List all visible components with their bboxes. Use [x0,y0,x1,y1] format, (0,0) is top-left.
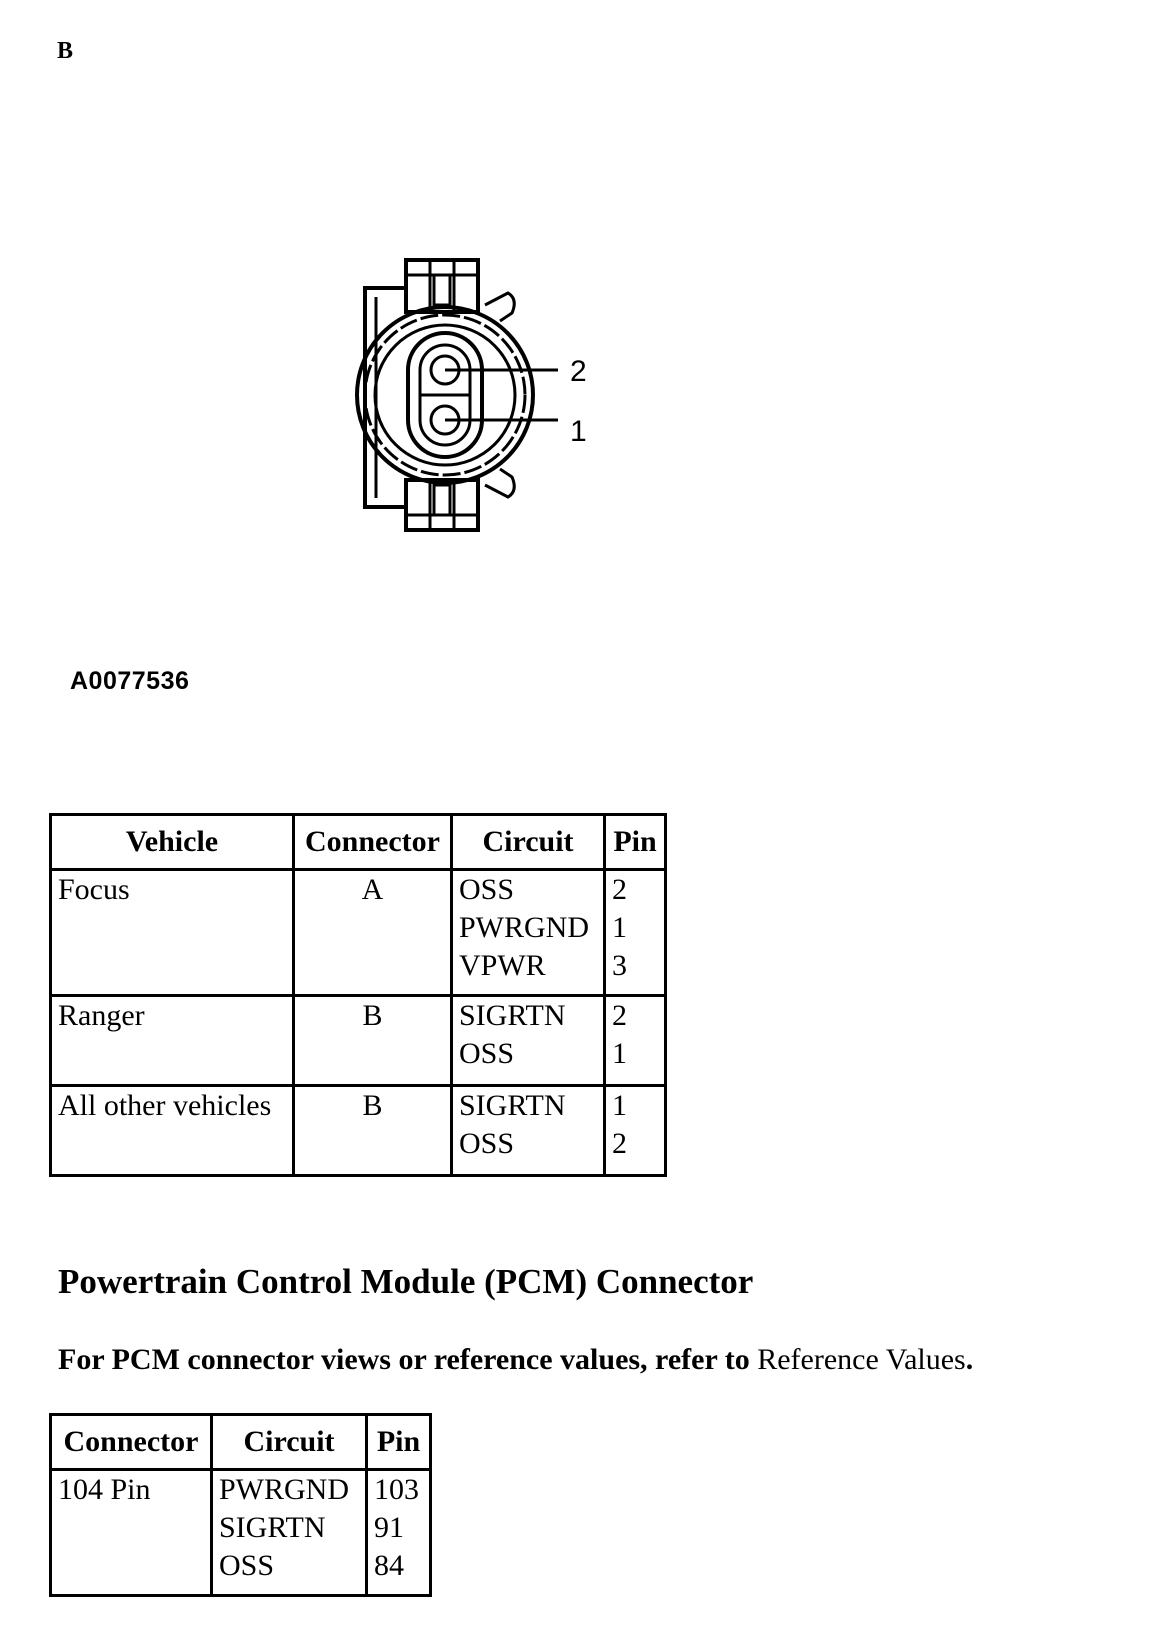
table-row [51,996,666,1086]
section-letter: B [57,38,74,64]
cell-circuits: OSS PWRGND VPWR [452,870,605,996]
cell-connector: B [294,996,452,1086]
cell-vehicle: Ranger [51,996,294,1086]
header-connector: Connector [51,1415,212,1470]
cell-pins: 1 2 [605,1086,666,1176]
header-circuit: Circuit [212,1415,367,1470]
vehicle-connector-table [49,813,667,1177]
pcm-note-text: For PCM connector views or reference values, refer to [58,1343,758,1376]
table-header-row [51,815,666,870]
header-pin: Pin [605,815,666,870]
header-circuit: Circuit [452,815,605,870]
cell-circuits: PWRGND SIGRTN OSS [212,1470,367,1596]
cell-connector: A [294,870,452,996]
cell-circuits: SIGRTN OSS [452,996,605,1086]
table-row [51,1086,666,1176]
table-row [51,870,666,996]
cell-vehicle: All other vehicles [51,1086,294,1176]
reference-values-link[interactable]: Reference Values [757,1343,966,1376]
pcm-note-end: . [965,1343,974,1376]
pcm-heading: Powertrain Control Module (PCM) Connector [58,1262,754,1301]
cell-connector: 104 Pin [51,1470,212,1596]
cell-circuits: SIGRTN OSS [452,1086,605,1176]
pin-label-1: 1 [570,415,587,448]
cell-vehicle: Focus [51,870,294,996]
cell-pins: 2 1 [605,996,666,1086]
header-connector: Connector [294,815,452,870]
cell-connector: B [294,1086,452,1176]
pcm-connector-table [49,1413,432,1597]
cell-pins: 2 1 3 [605,870,666,996]
header-vehicle: Vehicle [51,815,294,870]
table-header-row [51,1415,431,1470]
connector-diagram [340,255,640,565]
pcm-note [58,1343,973,1377]
cell-pins: 103 91 84 [367,1470,431,1596]
header-pin: Pin [367,1415,431,1470]
figure-id: A0077536 [70,667,190,695]
table-row [51,1470,431,1596]
pin-label-2: 2 [570,355,587,388]
